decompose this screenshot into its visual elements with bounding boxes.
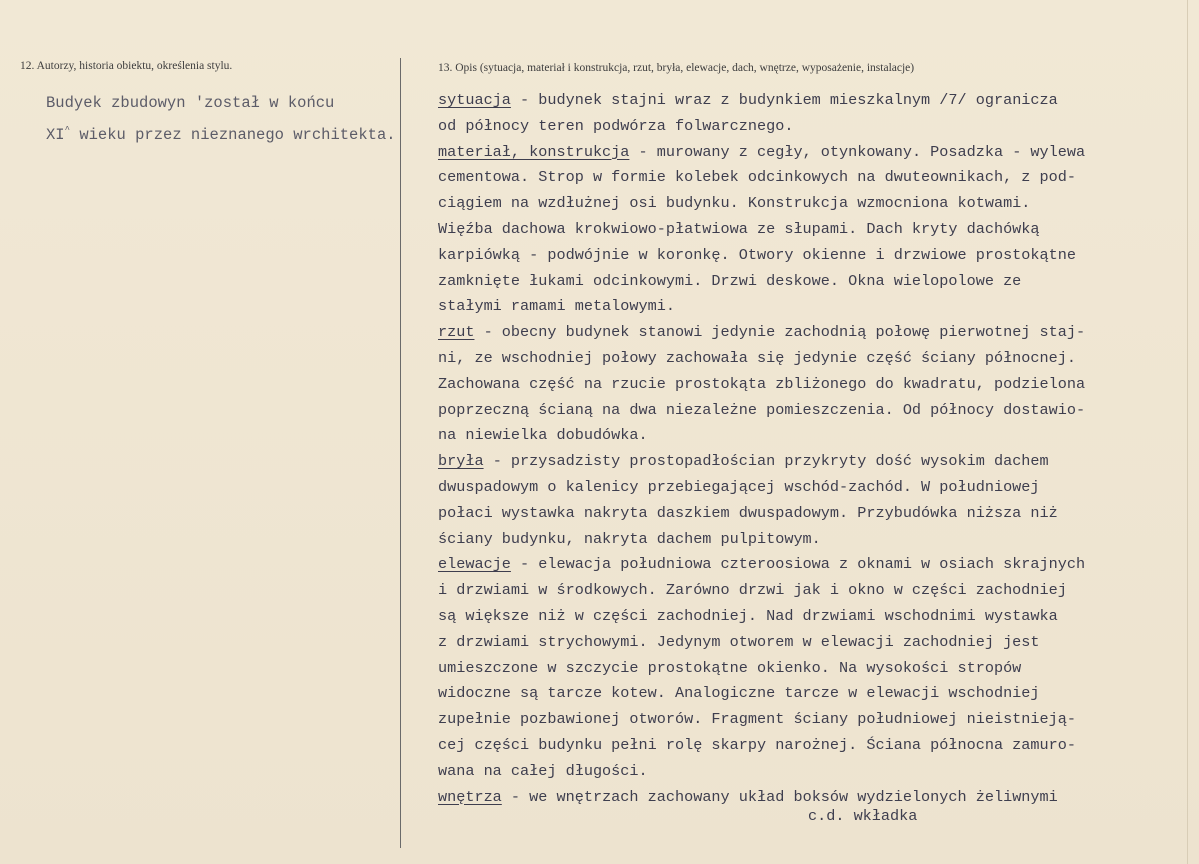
section-13-line xyxy=(438,269,1183,295)
line-text: Budyek zbudowyn 'został w końcu xyxy=(46,94,335,112)
section-13-line xyxy=(438,733,1183,759)
section-keyword: rzut xyxy=(438,323,475,342)
line-text: widoczne są tarcze kotew. Analogiczne tarcze w elewacji wschodniej xyxy=(438,684,1040,703)
section-12-body xyxy=(46,90,426,149)
line-text: zamknięte łukami odcinkowymi. Drzwi deskowe. Okna wielopolowe ze xyxy=(438,271,1022,290)
line-text: - budynek stajni wraz z budynkiem mieszkalnym /7/ ogranicza xyxy=(510,91,1058,109)
section-13-line xyxy=(438,191,1183,217)
line-text: cementowa. Strop w formie kolebek odcinkowych na dwuteownikach, z pod- xyxy=(438,168,1076,187)
section-13-line xyxy=(438,398,1183,424)
line-text: XI xyxy=(46,126,65,144)
line-text: dwuspadowym o kalenicy przebiegającej wschód-zachód. W południowej xyxy=(438,477,1040,496)
line-text: z drzwiami strychowymi. Jedynym otworem w elewacji zachodniej jest xyxy=(438,632,1040,651)
line-text: - we wnętrzach zachowany układ boksów wydzielonych żeliwnymi xyxy=(501,787,1058,806)
section-12-line xyxy=(46,117,426,149)
section-13-line xyxy=(438,578,1183,604)
section-13-line xyxy=(438,759,1183,785)
section-13-line xyxy=(438,114,1183,140)
line-text: zupełnie pozbawionej otworów. Fragment ściany południowej nieistnieją- xyxy=(438,710,1076,729)
line-text: - przysadzisty prostopadłościan przykryty dość wysokim dachem xyxy=(483,452,1049,471)
section-13-line xyxy=(438,604,1183,630)
line-text: wieku przez nieznanego wrchitekta. xyxy=(70,126,396,144)
section-13-line xyxy=(438,681,1183,707)
line-text: ciągiem na wzdłużnej osi budynku. Konstrukcja wzmocniona kotwami. xyxy=(438,194,1031,213)
section-13-line xyxy=(438,656,1183,682)
section-13-line xyxy=(438,140,1183,166)
section-12-line xyxy=(46,90,426,117)
line-text: połaci wystawka nakryta daszkiem dwuspadowym. Przybudówka niższa niż xyxy=(438,503,1058,522)
line-text: na niewielka dobudówka. xyxy=(438,426,648,445)
section-keyword: elewacje xyxy=(438,555,511,574)
section-12-header: 12. Autorzy, historia obiektu, określenia stylu. xyxy=(20,60,233,72)
section-13-line xyxy=(438,217,1183,243)
page-edge xyxy=(1187,0,1188,864)
section-13-line xyxy=(438,423,1183,449)
line-text: i drzwiami w środkowych. Zarówno drzwi jak i okno w części zachodniej xyxy=(438,581,1067,600)
section-13-line xyxy=(438,165,1183,191)
section-13-line xyxy=(438,527,1183,553)
section-13-line xyxy=(438,552,1183,578)
line-text: stałymi ramami metalowymi. xyxy=(438,297,675,316)
section-13-line xyxy=(438,294,1183,320)
line-text: - elewacja południowa czteroosiowa z oknami w osiach skrajnych xyxy=(510,555,1086,574)
line-text: ściany budynku, nakryta dachem pulpitowym. xyxy=(438,529,821,548)
line-text: Więźba dachowa krokwiowo-płatwiowa ze słupami. Dach kryty dachówką xyxy=(438,219,1040,238)
section-13-line xyxy=(438,320,1183,346)
superscript-mark: ^ xyxy=(64,125,71,135)
line-text: od północy teren podwórza folwarcznego. xyxy=(438,116,794,135)
line-text: Zachowana część na rzucie prostokąta zbliżonego do kwadratu, podzielona xyxy=(438,374,1086,393)
section-keyword: sytuacja xyxy=(438,91,511,109)
section-13-line xyxy=(438,372,1183,398)
section-13-line xyxy=(438,501,1183,527)
section-keyword: materiał, konstrukcja xyxy=(438,142,630,161)
line-text: cej części budynku pełni rolę skarpy narożnej. Ściana północna zamuro- xyxy=(438,735,1076,754)
section-keyword: wnętrza xyxy=(438,787,502,806)
section-13-body xyxy=(438,88,1183,810)
line-text: umieszczone w szczycie prostokątne okienko. Na wysokości stropów xyxy=(438,658,1022,677)
column-divider xyxy=(400,58,401,848)
section-13-line xyxy=(438,346,1183,372)
section-13-line xyxy=(438,88,1183,114)
section-13-line xyxy=(438,707,1183,733)
line-text: poprzeczną ścianą na dwa niezależne pomieszczenia. Od północy dostawio- xyxy=(438,400,1086,419)
section-13-line xyxy=(438,475,1183,501)
section-13-line xyxy=(438,243,1183,269)
line-text: karpiówką - podwójnie w koronkę. Otwory okienne i drzwiowe prostokątne xyxy=(438,245,1076,264)
line-text: wana na całej długości. xyxy=(438,761,648,780)
section-keyword: bryła xyxy=(438,452,484,471)
line-text: - obecny budynek stanowi jedynie zachodnią połowę pierwotnej staj- xyxy=(474,323,1086,342)
section-13-line xyxy=(438,630,1183,656)
line-text: ni, ze wschodniej połowy zachowała się jedynie część ściany północnej. xyxy=(438,348,1076,367)
line-text: są większe niż w części zachodniej. Nad drzwiami wschodnimi wystawka xyxy=(438,606,1058,625)
section-13-line xyxy=(438,449,1183,475)
continuation-note: c.d. wkładka xyxy=(808,807,918,825)
section-13-header: 13. Opis (sytuacja, materiał i konstrukcja, rzut, bryła, elewacje, dach, wnętrze, wyposażenie, instalacje) xyxy=(438,62,915,74)
line-text: - murowany z cegły, otynkowany. Posadzka - wylewa xyxy=(629,142,1086,161)
